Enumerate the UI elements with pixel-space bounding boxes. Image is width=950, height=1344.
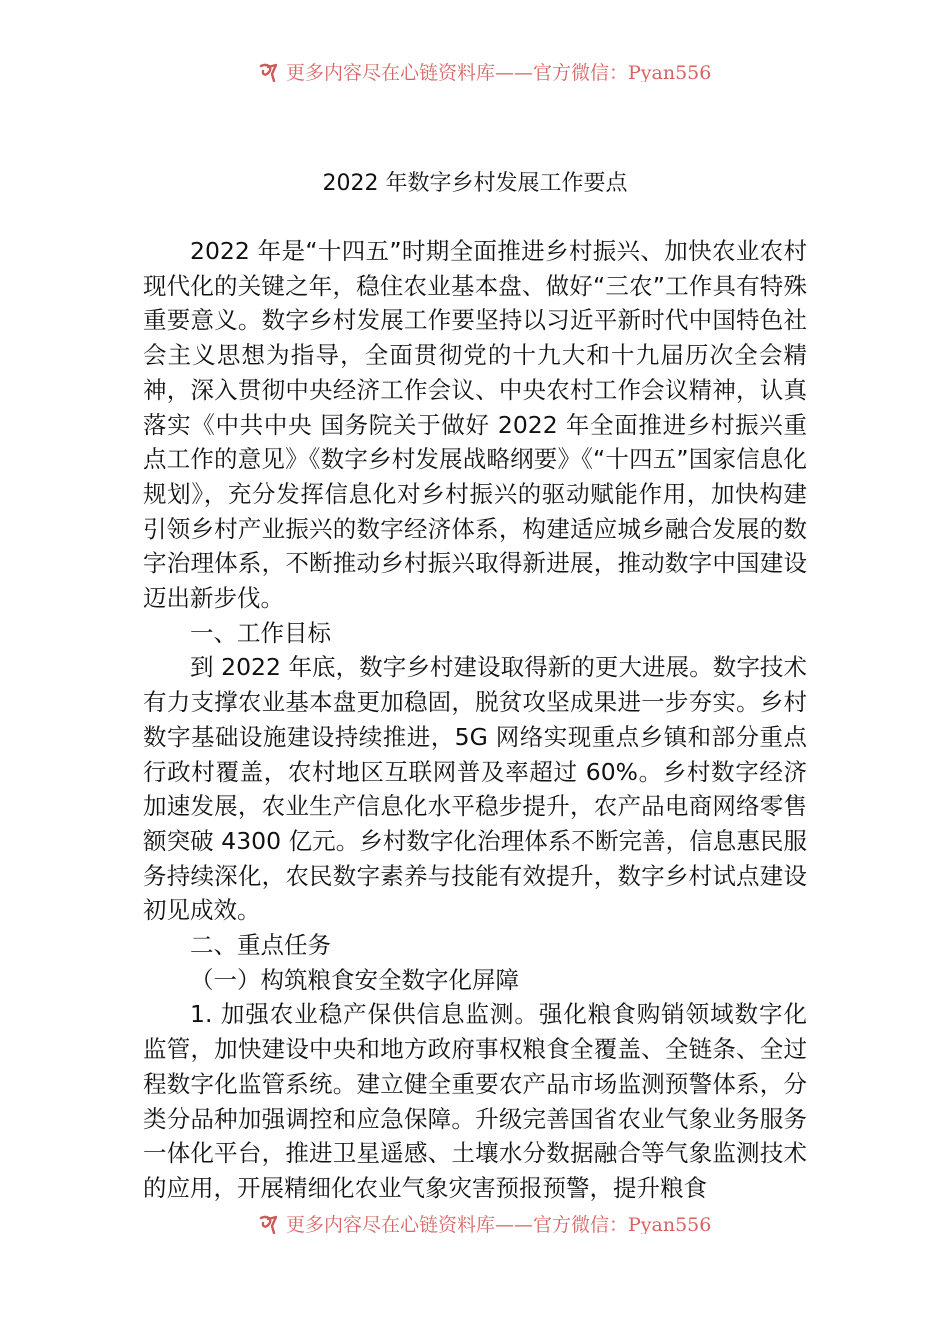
- watermark-text: 更多内容尽在心链资料库——官方微信：Pyan556: [286, 1214, 712, 1234]
- watermark-bottom-content: [258, 1210, 711, 1234]
- goals-paragraph: 到 2022 年底，数字乡村建设取得新的更大进展。数字技术有力支撑农业基本盘更加稳固，脱贫攻坚成果进一步夯实。乡村数字基础设施建设持续推进，5G 网络实现重点乡镇和部分重点行政村覆盖，农村地区互联网普及率超过 60%。乡村数字经济加速发展，农业生产信息化水平稳步提升，农产品电商网络零售额突破 4300 亿元。乡村数字化治理体系不断完善，信息惠民服务持续深化，农民数字素养与技能有效提升，数字乡村试点建设初见成效。: [143, 653, 807, 925]
- watermark-logo-icon: [258, 1213, 280, 1235]
- watermark-bottom: [0, 1208, 950, 1234]
- watermark-logo-icon: [258, 61, 280, 83]
- document-title: 2022 年数字乡村发展工作要点: [322, 171, 628, 196]
- document-body: [143, 234, 807, 1206]
- watermark-top-content: [258, 58, 711, 82]
- watermark-top: [0, 56, 950, 82]
- subsection-heading-food-security: （一）构筑粮食安全数字化屏障: [190, 965, 519, 994]
- watermark-text: 更多内容尽在心链资料库——官方微信：Pyan556: [286, 62, 712, 82]
- section-heading-goals: 一、工作目标: [190, 618, 331, 647]
- intro-paragraph: 2022 年是“十四五”时期全面推进乡村振兴、加快农业农村现代化的关键之年，稳住农业基本盘、做好“三农”工作具有特殊重要意义。数字乡村发展工作要坚持以习近平新时代中国特色社会主义思想为指导，全面贯彻党的十九大和十九届历次全会精神，深入贯彻中央经济工作会议、中央农村工作会议精神，认真落实《中共中央 国务院关于做好 2022 年全面推进乡村振兴重点工作的意见》《数字乡村发展战略纲要》《“十四五”国家信息化规划》，充分发挥信息化对乡村振兴的驱动赋能作用，加快构建引领乡村产业振兴的数字经济体系，构建适应城乡融合发展的数字治理体系，不断推动乡村振兴取得新进展，推动数字中国建设迈出新步伐。: [143, 237, 807, 613]
- task-paragraph-1: 1. 加强农业稳产保供信息监测。强化粮食购销领域数字化监管，加快建设中央和地方政府事权粮食全覆盖、全链条、全过程数字化监管系统。建立健全重要农产品市场监测预警体系，分类分品种加强调控和应急保障。升级完善国省农业气象业务服务一体化平台，推进卫星遥感、土壤水分数据融合等气象监测技术的应用，开展精细化农业气象灾害预报预警，提升粮食: [143, 1000, 807, 1202]
- section-heading-tasks: 二、重点任务: [190, 931, 331, 960]
